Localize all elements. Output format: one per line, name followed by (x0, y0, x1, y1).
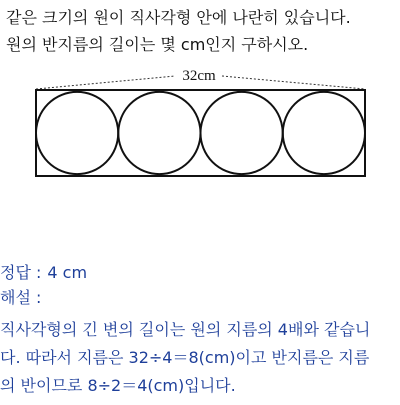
explanation-label: 해설 : (0, 288, 42, 307)
answer-label: 정답 : (0, 263, 42, 282)
length-label: 32cm (182, 68, 216, 84)
circle-4 (283, 92, 365, 174)
explanation-line-2: 다. 따라서 지름은 32÷4＝8(cm)이고 반지름은 지름 (0, 348, 370, 367)
answer-section (0, 260, 400, 310)
answer-value: 4 cm (47, 263, 88, 282)
question-line-2: 원의 반지름의 길이는 몇 cm인지 구하시오. (6, 35, 309, 54)
answer-line (0, 260, 400, 285)
dimension-line-left (36, 76, 175, 89)
circle-3 (201, 92, 283, 174)
circle-2 (118, 92, 200, 174)
explanation-line-3: 의 반이므로 8÷2＝4(cm)입니다. (0, 376, 236, 395)
question-line-1: 같은 크기의 원이 직사각형 안에 나란히 있습니다. (6, 8, 351, 27)
question-text (6, 4, 398, 58)
explanation-line-1: 직사각형의 긴 변의 길이는 원의 지름의 4배와 같습니 (0, 320, 371, 339)
explanation-text (0, 316, 400, 400)
rectangle-circles-figure (0, 62, 400, 192)
circle-1 (36, 92, 118, 174)
dimension-line-right (222, 76, 365, 89)
